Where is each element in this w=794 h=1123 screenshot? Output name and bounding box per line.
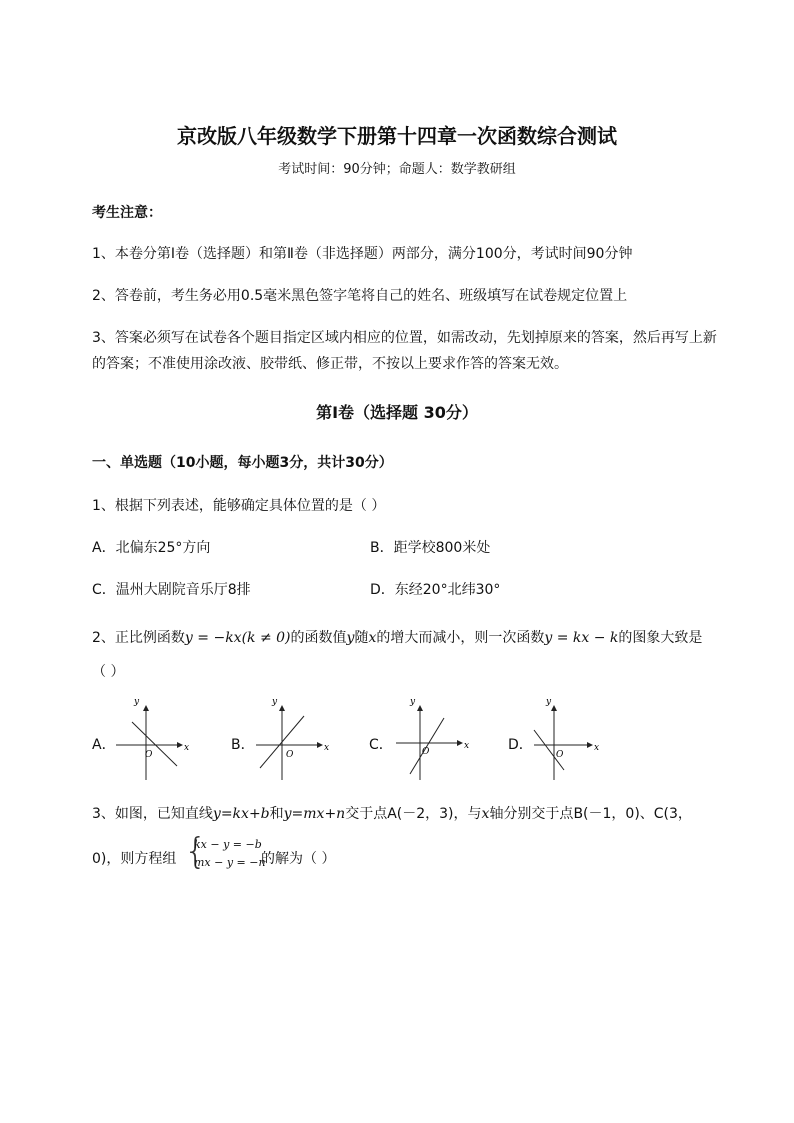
q2-option-d-label: D． bbox=[508, 737, 533, 753]
y-axis-label: y bbox=[410, 697, 416, 707]
q3-stem-part: 0)，则方程组 bbox=[92, 851, 177, 867]
origin-label: O bbox=[286, 750, 294, 760]
part-heading: 一、单选题（10小题，每小题3分，共计30分） bbox=[92, 455, 393, 471]
q2-expression-1: y = −kx(k ≠ 0) bbox=[184, 630, 291, 646]
q3-stem-line-1 bbox=[92, 803, 692, 823]
q3-system-eq-1: kx − y = −b bbox=[194, 838, 262, 851]
notice-item-2: 2、答卷前，考生务必用0.5毫米黑色签字笔将自己的姓名、班级填写在试卷规定位置上 bbox=[92, 288, 628, 304]
q3-stem-part: 交于点 bbox=[345, 806, 388, 822]
y-axis-label: y bbox=[134, 697, 140, 707]
q2-stem-part: 的函数值 bbox=[290, 630, 347, 646]
q3-system-eq-2: mx − y = −n bbox=[194, 856, 266, 869]
q3-stem-part: ，与 bbox=[453, 806, 482, 822]
y-axis-label: y bbox=[272, 697, 278, 707]
x-axis-label: x bbox=[464, 741, 470, 751]
y-axis-label: y bbox=[546, 697, 552, 707]
function-line bbox=[410, 718, 444, 774]
function-line bbox=[132, 722, 177, 766]
origin-label: O bbox=[422, 747, 430, 757]
q2-stem-part: 随 bbox=[354, 630, 369, 646]
notice-heading: 考生注意： bbox=[92, 205, 162, 221]
q2-option-c-label: C． bbox=[369, 737, 393, 753]
q1-stem: 1、根据下列表述，能够确定具体位置的是（ ） bbox=[92, 498, 386, 514]
q2-stem-part: 2、正比例函数 bbox=[92, 630, 185, 646]
section-title: 第I卷（选择题 30分） bbox=[316, 403, 478, 422]
q3-stem-part: 和 bbox=[269, 806, 284, 822]
notice-item-1: 1、本卷分第I卷（选择题）和第Ⅱ卷（非选择题）两部分，满分100分，考试时间90分钟 bbox=[92, 246, 633, 262]
q3-stem-line-2 bbox=[92, 848, 176, 868]
q3-point-a: A(－2，3) bbox=[387, 806, 454, 822]
q3-stem-line-2-end: 的解为（ ） bbox=[261, 851, 336, 867]
q2-graph-b bbox=[252, 697, 342, 782]
q3-equation-2: y=mx+n bbox=[283, 806, 346, 822]
q2-graph-d bbox=[530, 697, 620, 782]
q2-option-b-label: B． bbox=[231, 737, 255, 753]
q2-stem-part: 的图象大致是 bbox=[618, 630, 703, 646]
q3-stem-part: 轴分别交于点 bbox=[489, 806, 574, 822]
q3-x-var: x bbox=[481, 806, 490, 822]
origin-label: O bbox=[556, 750, 564, 760]
origin-label: O bbox=[145, 750, 153, 760]
q2-answer-paren: （ ） bbox=[92, 664, 125, 680]
brace-icon: { bbox=[184, 831, 207, 872]
q2-graph-b-svg bbox=[252, 697, 342, 782]
q3-separator: 、 bbox=[639, 806, 654, 822]
notice-item-3-line-1: 3、答案必须写在试卷各个题目指定区域内相应的位置，如需改动，先划掉原来的答案，然后再写上新 bbox=[92, 330, 717, 346]
q1-option-b: B．距学校800米处 bbox=[370, 540, 491, 556]
q3-point-b: B(－1，0) bbox=[573, 806, 640, 822]
q2-graph-c-svg bbox=[392, 697, 482, 782]
q2-graph-c bbox=[392, 697, 482, 782]
q2-stem bbox=[92, 627, 702, 647]
notice-item-3-line-2: 的答案；不准使用涂改液、胶带纸、修正带，不按以上要求作答的答案无效。 bbox=[92, 356, 568, 372]
q2-stem-part: 的增大而减小，则一次函数 bbox=[376, 630, 545, 646]
q2-graph-d-svg bbox=[530, 697, 620, 782]
exam-subtitle: 考试时间：90分钟；命题人：数学教研组 bbox=[278, 162, 516, 177]
q3-point-c: C(3， bbox=[653, 806, 692, 822]
x-axis-label: x bbox=[324, 743, 330, 753]
q2-option-a-label: A． bbox=[92, 737, 116, 753]
q1-option-d: D．东经20°北纬30° bbox=[370, 582, 501, 598]
x-axis-label: x bbox=[184, 743, 190, 753]
q3-stem-part: 3、如图，已知直线 bbox=[92, 806, 213, 822]
page-title: 京改版八年级数学下册第十四章一次函数综合测试 bbox=[177, 124, 617, 148]
q2-graph-a bbox=[112, 697, 202, 782]
q2-var-x: x bbox=[368, 630, 377, 646]
q2-graph-a-svg bbox=[112, 697, 202, 782]
q2-var-y: y bbox=[346, 630, 355, 646]
q3-equation-1: y=kx+b bbox=[212, 806, 270, 822]
q1-option-c: C．温州大剧院音乐厅8排 bbox=[92, 582, 251, 598]
x-axis-label: x bbox=[594, 743, 600, 753]
q1-option-a: A．北偏东25°方向 bbox=[92, 540, 211, 556]
q2-expression-2: y = kx − k bbox=[544, 630, 619, 646]
